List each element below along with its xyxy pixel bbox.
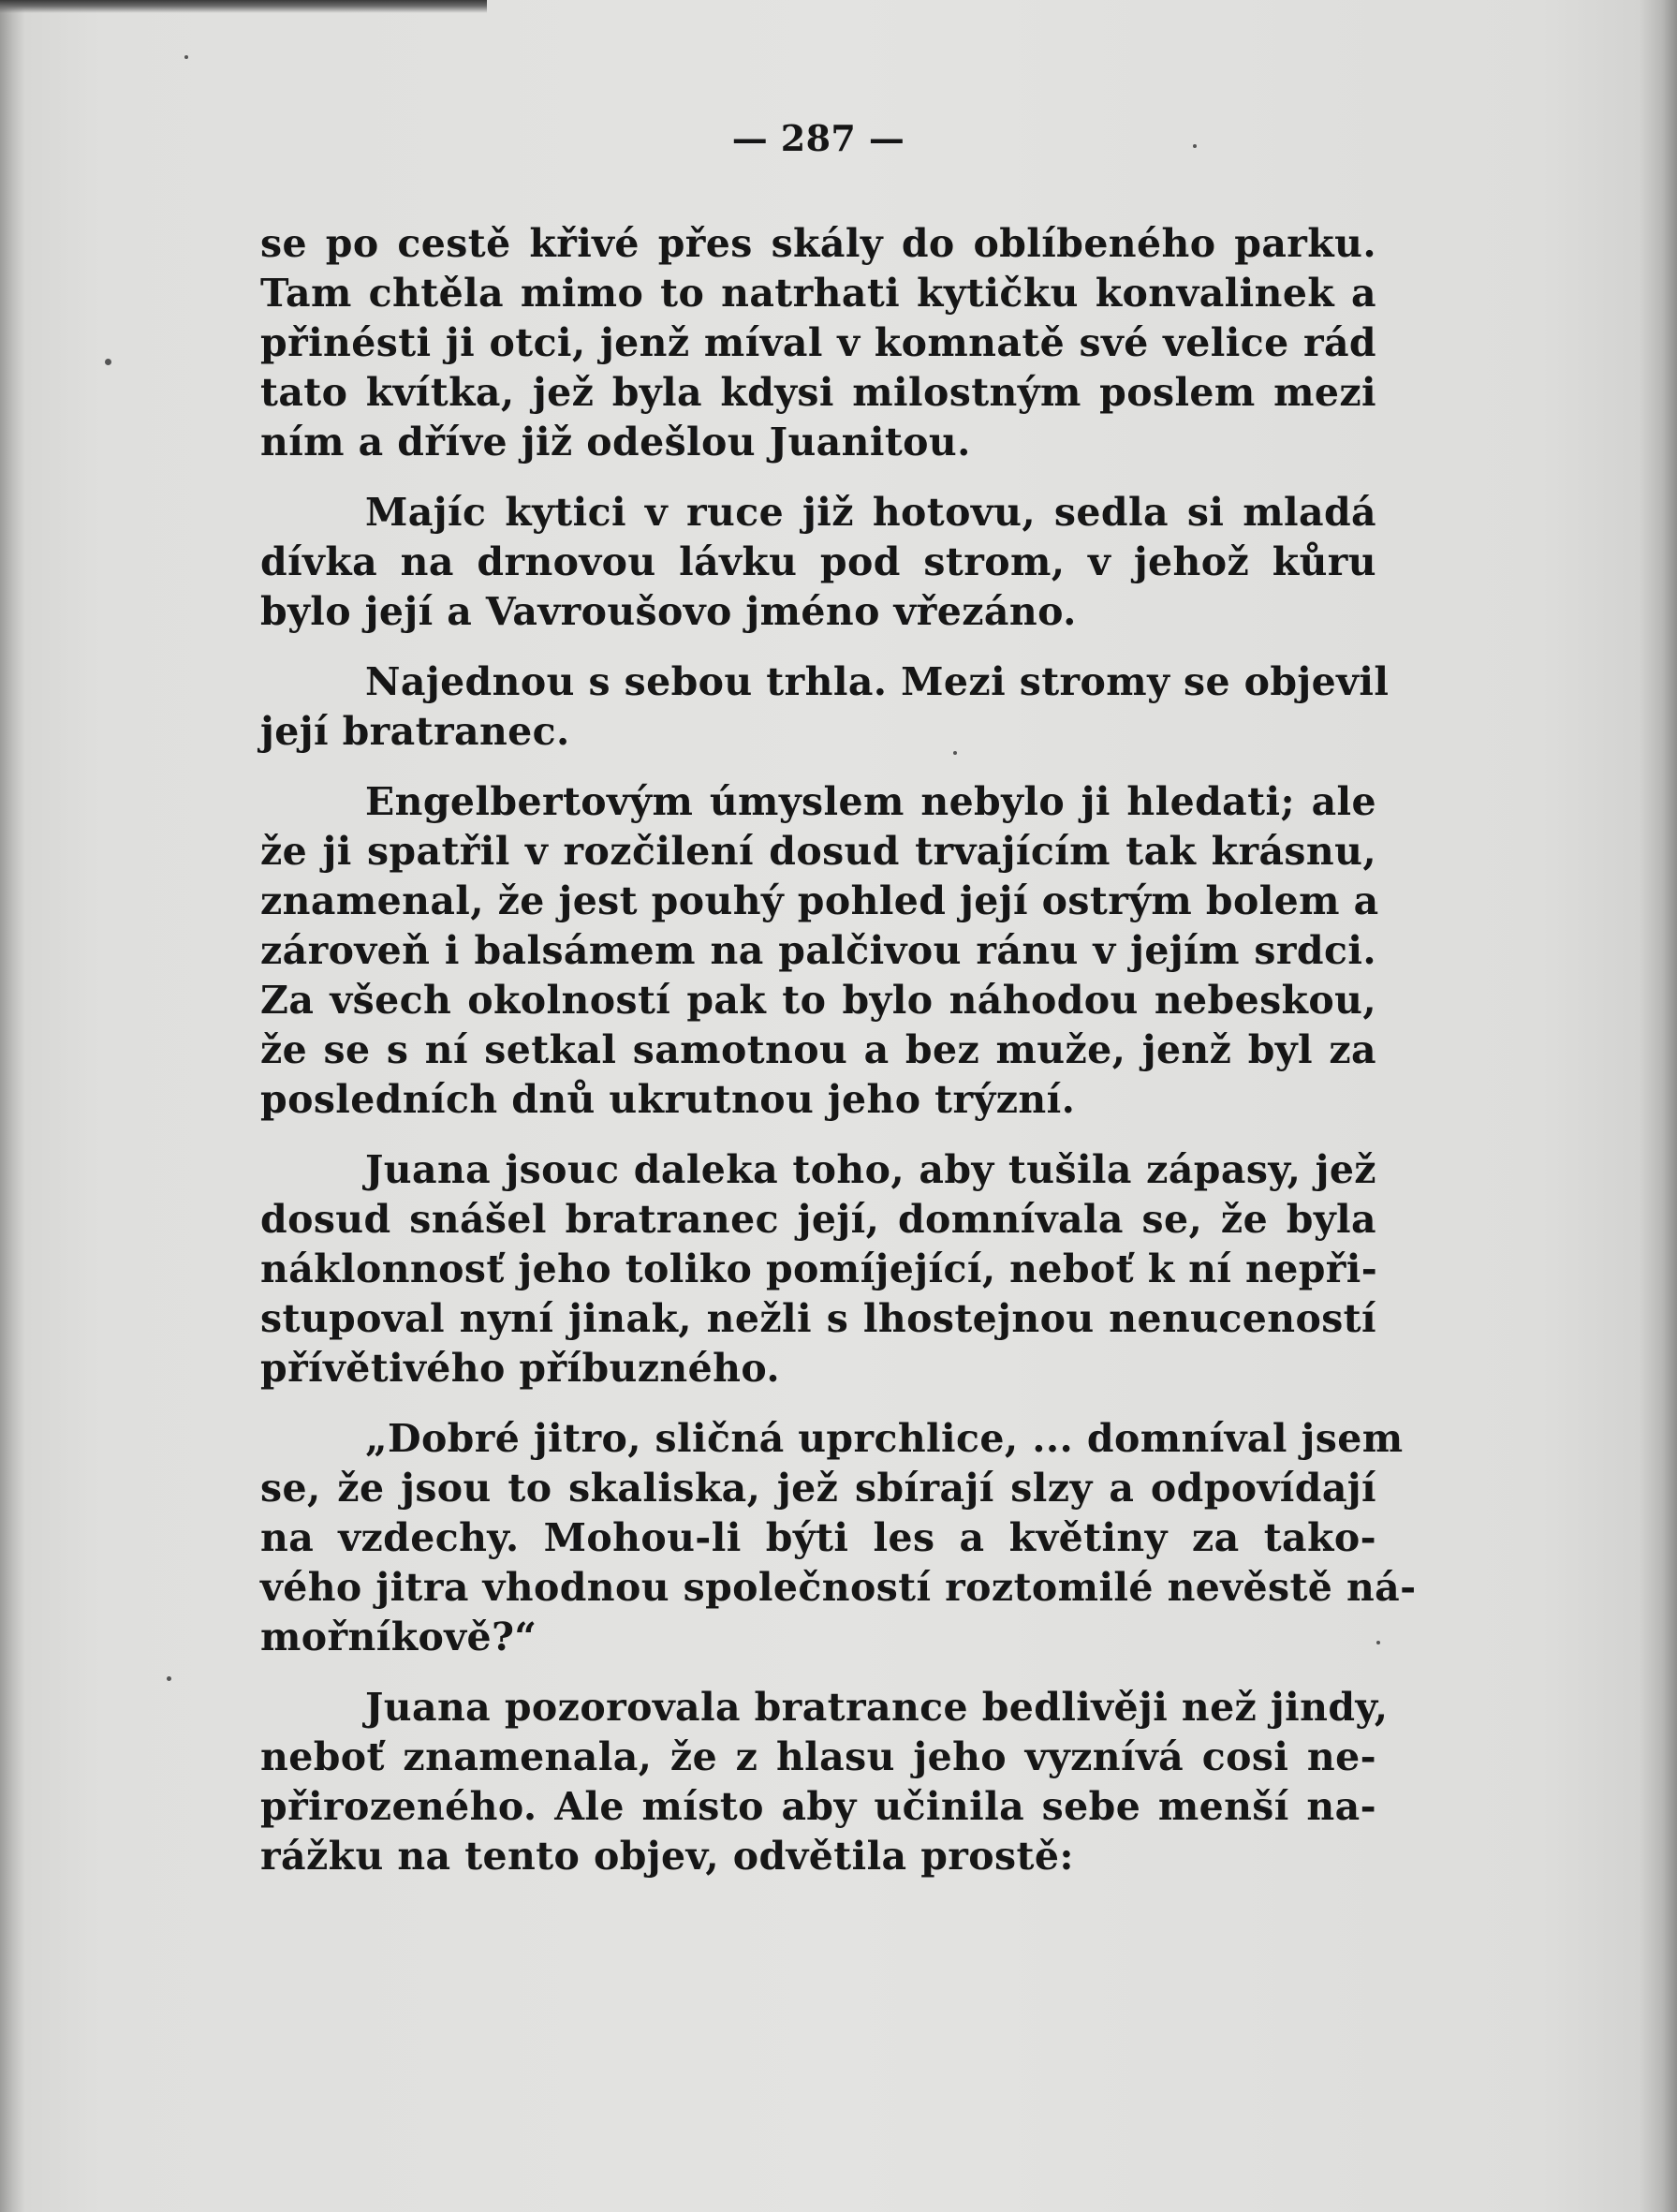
text-line: přinésti ji otci, jenž míval v komnatě své velice rád <box>260 320 1376 365</box>
paper-speck <box>167 1676 171 1681</box>
text-line: Juana pozorovala bratrance bedlivěji než jindy, <box>365 1685 1389 1730</box>
text-line: vého jitra vhodnou společností roztomilé nevěstě ná- <box>260 1565 1417 1610</box>
paragraph <box>260 777 1379 1125</box>
page-right-edge-shadow <box>1640 0 1677 2212</box>
text-line: že se s ní setkal samotnou a bez muže, jenž byl za <box>260 1027 1376 1072</box>
text-line: stupoval nyní jinak, nežli s lhostejnou nenuceností <box>260 1296 1376 1341</box>
text-line: znamenal, že jest pouhý pohled její ostrým bolem a <box>260 878 1379 923</box>
text-line: dosud snášel bratranec její, domnívala se, že byla <box>260 1197 1376 1242</box>
text-line: Engelbertovým úmyslem nebylo ji hledati; ale <box>365 779 1376 824</box>
paper-speck <box>1376 1641 1380 1644</box>
text-line: se, že jsou to skaliska, jež sbírají slzy a odpovídají <box>260 1466 1376 1511</box>
text-line: náklonnosť jeho toliko pomíjející, neboť k ní nepři- <box>260 1246 1378 1291</box>
text-line: přívětivého příbuzného. <box>260 1346 781 1391</box>
paragraph <box>260 1683 1389 1881</box>
page-top-edge-shadow <box>0 0 487 13</box>
text-line: se po cestě křivé přes skály do oblíbeného parku. <box>260 221 1376 266</box>
text-line: mořníkově?“ <box>260 1615 537 1659</box>
text-line: Majíc kytici v ruce již hotovu, sedla si mladá <box>365 490 1376 535</box>
page-left-edge-shadow <box>0 0 24 2212</box>
text-line: rážku na tento objev, odvětila prostě: <box>260 1834 1074 1879</box>
text-line: Najednou s sebou trhla. Mezi stromy se objevil <box>365 659 1390 704</box>
text-line: bylo její a Vavroušovo jméno vřezáno. <box>260 589 1077 634</box>
text-line: na vzdechy. Mohou-li býti les a květiny za tako- <box>260 1515 1376 1560</box>
paragraph <box>260 657 1390 757</box>
text-line: Za všech okolností pak to bylo náhodou nebeskou, <box>260 978 1376 1023</box>
text-line: tato kvítka, jež byla kdysi milostným poslem mezi <box>260 370 1376 415</box>
text-line: přirozeného. Ale místo aby učinila sebe menší na- <box>260 1784 1376 1829</box>
paragraph <box>260 1145 1376 1394</box>
text-line: posledních dnů ukrutnou jeho trýzní. <box>260 1077 1076 1122</box>
text-line: Tam chtěla mimo to natrhati kytičku konvalinek a <box>260 271 1376 316</box>
text-line: ním a dříve již odešlou Juanitou. <box>260 420 971 465</box>
text-line: že ji spatřil v rozčilení dosud trvajícím tak krásnu, <box>260 829 1376 874</box>
paragraph <box>260 1414 1417 1662</box>
text-line: neboť znamenala, že z hlasu jeho vyznívá cosi ne- <box>260 1734 1376 1779</box>
page-number: — 287 — <box>731 117 905 159</box>
text-line: dívka na drnovou lávku pod strom, v jehož kůru <box>260 539 1376 584</box>
text-line: Juana jsouc daleka toho, aby tušila zápasy, jež <box>365 1147 1376 1192</box>
text-line: její bratranec. <box>260 709 570 754</box>
body-text <box>260 219 1417 1902</box>
paragraph <box>260 219 1376 467</box>
paper-speck <box>184 55 188 59</box>
text-line: „Dobré jitro, sličná uprchlice, ... domníval jsem <box>365 1416 1404 1461</box>
paper-speck <box>105 359 111 365</box>
paragraph <box>260 488 1376 637</box>
text-line: zároveň i balsámem na palčivou ránu v jejím srdci. <box>260 928 1376 973</box>
